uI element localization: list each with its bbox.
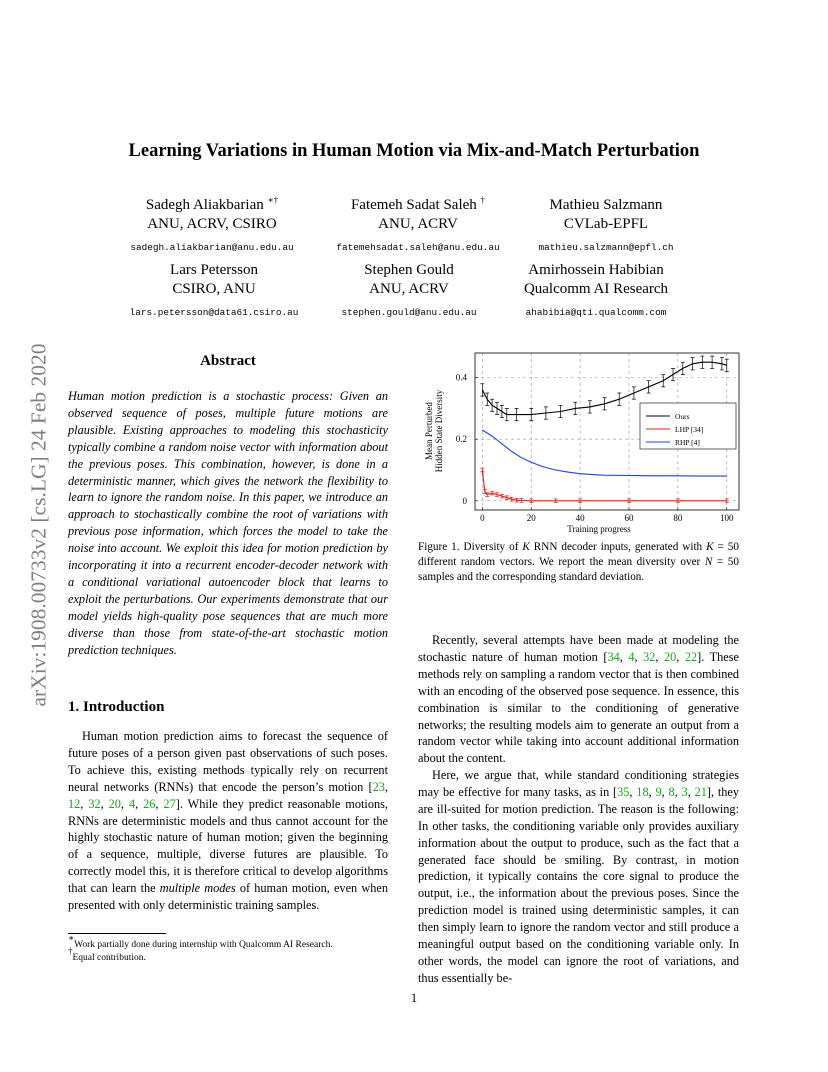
citation-link[interactable]: 34 bbox=[607, 649, 620, 664]
x-tick-label: 20 bbox=[526, 513, 536, 523]
citation-link[interactable]: 20 bbox=[663, 649, 677, 664]
author-affiliation: ANU, ACRV, CSIRO bbox=[147, 216, 277, 232]
author-affiliation: CSIRO, ANU bbox=[172, 281, 256, 297]
right-paragraph-2: Here, we argue that, while standard conditioning strategies may be effective for many tasks, as in [35, 18, 9, 8, 3, 21], they are ill-suited for motion prediction. The reason is the following: In other tasks, the conditioning variable only provides auxiliary information about the output to produce, such as the fact that a generated face should be smiling. By contrast, in motion prediction, it typically contains the core signal to produce the output, i.e., the information about the previous poses. Since the prediction model is trained using deterministic samples, it can then simply learn to ignore the random vector and still produce a meaningful output based on the conditioning variable only. In other words, the model can ignore the root of variations, and thus essentially be- bbox=[418, 768, 739, 985]
author-6 bbox=[486, 261, 706, 318]
citation-link[interactable]: 20 bbox=[108, 796, 121, 811]
y-tick-label: 0.2 bbox=[455, 434, 467, 445]
citation-link[interactable]: 4 bbox=[128, 796, 136, 811]
abstract-heading: Abstract bbox=[200, 353, 256, 369]
y-axis-label-line-1: Mean Perturbed bbox=[424, 402, 434, 460]
footnote-1: ∗Work partially done during internship with Qualcomm AI Research. bbox=[68, 933, 333, 950]
y-tick-label: 0 bbox=[462, 495, 467, 506]
author-email: stephen.gould@anu.edu.au bbox=[341, 307, 477, 318]
arxiv-side-label: arXiv:1908.00733v2 [cs.LG] 24 Feb 2020 bbox=[26, 343, 51, 707]
y-tick-label: 0.4 bbox=[455, 372, 467, 383]
author-affiliation: ANU, ACRV bbox=[378, 216, 458, 232]
citation-link[interactable]: 22 bbox=[684, 649, 698, 664]
citation-link[interactable]: 35 bbox=[617, 784, 630, 799]
author-3 bbox=[496, 196, 716, 253]
right-paragraph-1: Recently, several attempts have been made at modeling the stochastic nature of human motion [34, 4, 32, 20, 22]. These methods rely on sampling a random vector that is then combined with an encoding of the observed pose sequence. In essence, this combination is similar to the conditioning of generative networks; the resulting models aim to generate an output from a random vector while taking into account additional information about the content. bbox=[418, 633, 739, 766]
author-email: mathieu.salzmann@epfl.ch bbox=[538, 242, 674, 253]
author-affiliation: Qualcomm AI Research bbox=[523, 281, 669, 297]
chart-legend bbox=[640, 403, 736, 449]
x-tick-label: 60 bbox=[624, 513, 634, 523]
x-tick-label: 100 bbox=[720, 513, 734, 523]
paper-title: Learning Variations in Human Motion via Mix-and-Match Perturbation bbox=[128, 141, 700, 161]
author-name: Sadegh Aliakbarian bbox=[145, 197, 264, 213]
x-tick-label: 80 bbox=[673, 513, 683, 523]
author-mark: † bbox=[480, 195, 486, 205]
citation-link[interactable]: 27 bbox=[163, 796, 176, 811]
citation-link[interactable]: 3 bbox=[681, 784, 688, 799]
author-2 bbox=[308, 196, 528, 253]
intro-paragraph: Human motion prediction aims to forecast the sequence of future poses of a person given past observations of such poses. To achieve this, existing methods typically rely on recurrent neural networks (RNNs) that encode the person’s motion [23, 12, 32, 20, 4, 26, 27]. While they predict reasonable motions, RNNs are deterministic models and thus cannot account for the highly stochastic nature of human motion; given the beginning of a sequence, multiple, diverse futures are plausible. To correctly model this, it is therefore critical to develop algorithms that can learn the multiple modes of human motion, even when presented with only deterministic training samples. bbox=[68, 729, 388, 913]
author-email: ahabibia@qti.qualcomm.com bbox=[525, 307, 667, 318]
author-name: Mathieu Salzmann bbox=[549, 197, 663, 213]
citation-link[interactable]: 12 bbox=[68, 796, 81, 811]
citation-link[interactable]: 32 bbox=[88, 796, 101, 811]
series-1 bbox=[480, 468, 728, 502]
footnote-2: †Equal contribution. bbox=[68, 946, 146, 963]
x-tick-label: 0 bbox=[480, 513, 485, 523]
legend-label: RHP [4] bbox=[675, 438, 700, 447]
author-affiliation: CVLab-EPFL bbox=[563, 216, 649, 232]
citation-link[interactable]: 9 bbox=[655, 784, 662, 799]
author-name: Stephen Gould bbox=[364, 262, 454, 278]
diversity-chart bbox=[418, 345, 748, 535]
author-email: lars.petersson@data61.csiro.au bbox=[129, 307, 299, 318]
citation-link[interactable]: 8 bbox=[668, 784, 675, 799]
author-name: Lars Petersson bbox=[170, 262, 258, 278]
author-mark: ∗† bbox=[267, 195, 279, 205]
author-1 bbox=[102, 196, 322, 253]
citation-link[interactable]: 23 bbox=[372, 779, 385, 794]
author-email: fatemehsadat.saleh@anu.edu.au bbox=[336, 242, 500, 253]
author-name: Fatemeh Sadat Saleh bbox=[350, 197, 477, 213]
x-axis-label: Training progress bbox=[567, 524, 631, 534]
figure-caption: Figure 1. Diversity of K RNN decoder inputs, generated with K = 50 different random vectors. We report the mean diversity over N = 50 samples and the corresponding standard deviation. bbox=[418, 541, 739, 584]
author-name: Amirhossein Habibian bbox=[528, 262, 664, 278]
series-line bbox=[482, 470, 727, 501]
citation-link[interactable]: 32 bbox=[643, 649, 656, 664]
legend-label: Ours bbox=[675, 412, 690, 421]
citation-link[interactable]: 26 bbox=[143, 796, 156, 811]
abstract-text: Human motion prediction is a stochastic process: Given an observed sequence of poses, multiple future motions are plausible. Existing approaches to modeling this stochasticity typically combine a random noise vector with information about the previous poses. This combination, however, is done in a deterministic manner, which gives the network the flexibility to learn to ignore the random noise. In this paper, we introduce an approach to stochastically combine the root of variations with previous pose information, which forces the model to take the noise into account. We exploit this idea for motion prediction by incorporating it into a recurrent encoder-decoder network with a conditional variational autoencoder block that learns to exploit the perturbations. Our experiments demonstrate that our model yields high-quality pose sequences that are much more diverse than those from state-of-the-art stochastic motion prediction techniques. bbox=[68, 389, 388, 657]
citation-link[interactable]: 4 bbox=[628, 649, 635, 664]
author-email: sadegh.aliakbarian@anu.edu.au bbox=[130, 242, 294, 253]
author-affiliation: ANU, ACRV bbox=[369, 281, 449, 297]
citation-link[interactable]: 18 bbox=[636, 784, 649, 799]
y-axis-label-line-2: Hidden State Diversity bbox=[434, 389, 444, 473]
intro-heading: 1. Introduction bbox=[68, 699, 165, 715]
x-tick-label: 40 bbox=[575, 513, 585, 523]
author-4 bbox=[104, 261, 324, 318]
citation-link[interactable]: 21 bbox=[694, 784, 707, 799]
footnote-rule bbox=[68, 933, 166, 934]
legend-label: LHP [34] bbox=[675, 425, 704, 434]
page-number: 1 bbox=[410, 991, 418, 1005]
